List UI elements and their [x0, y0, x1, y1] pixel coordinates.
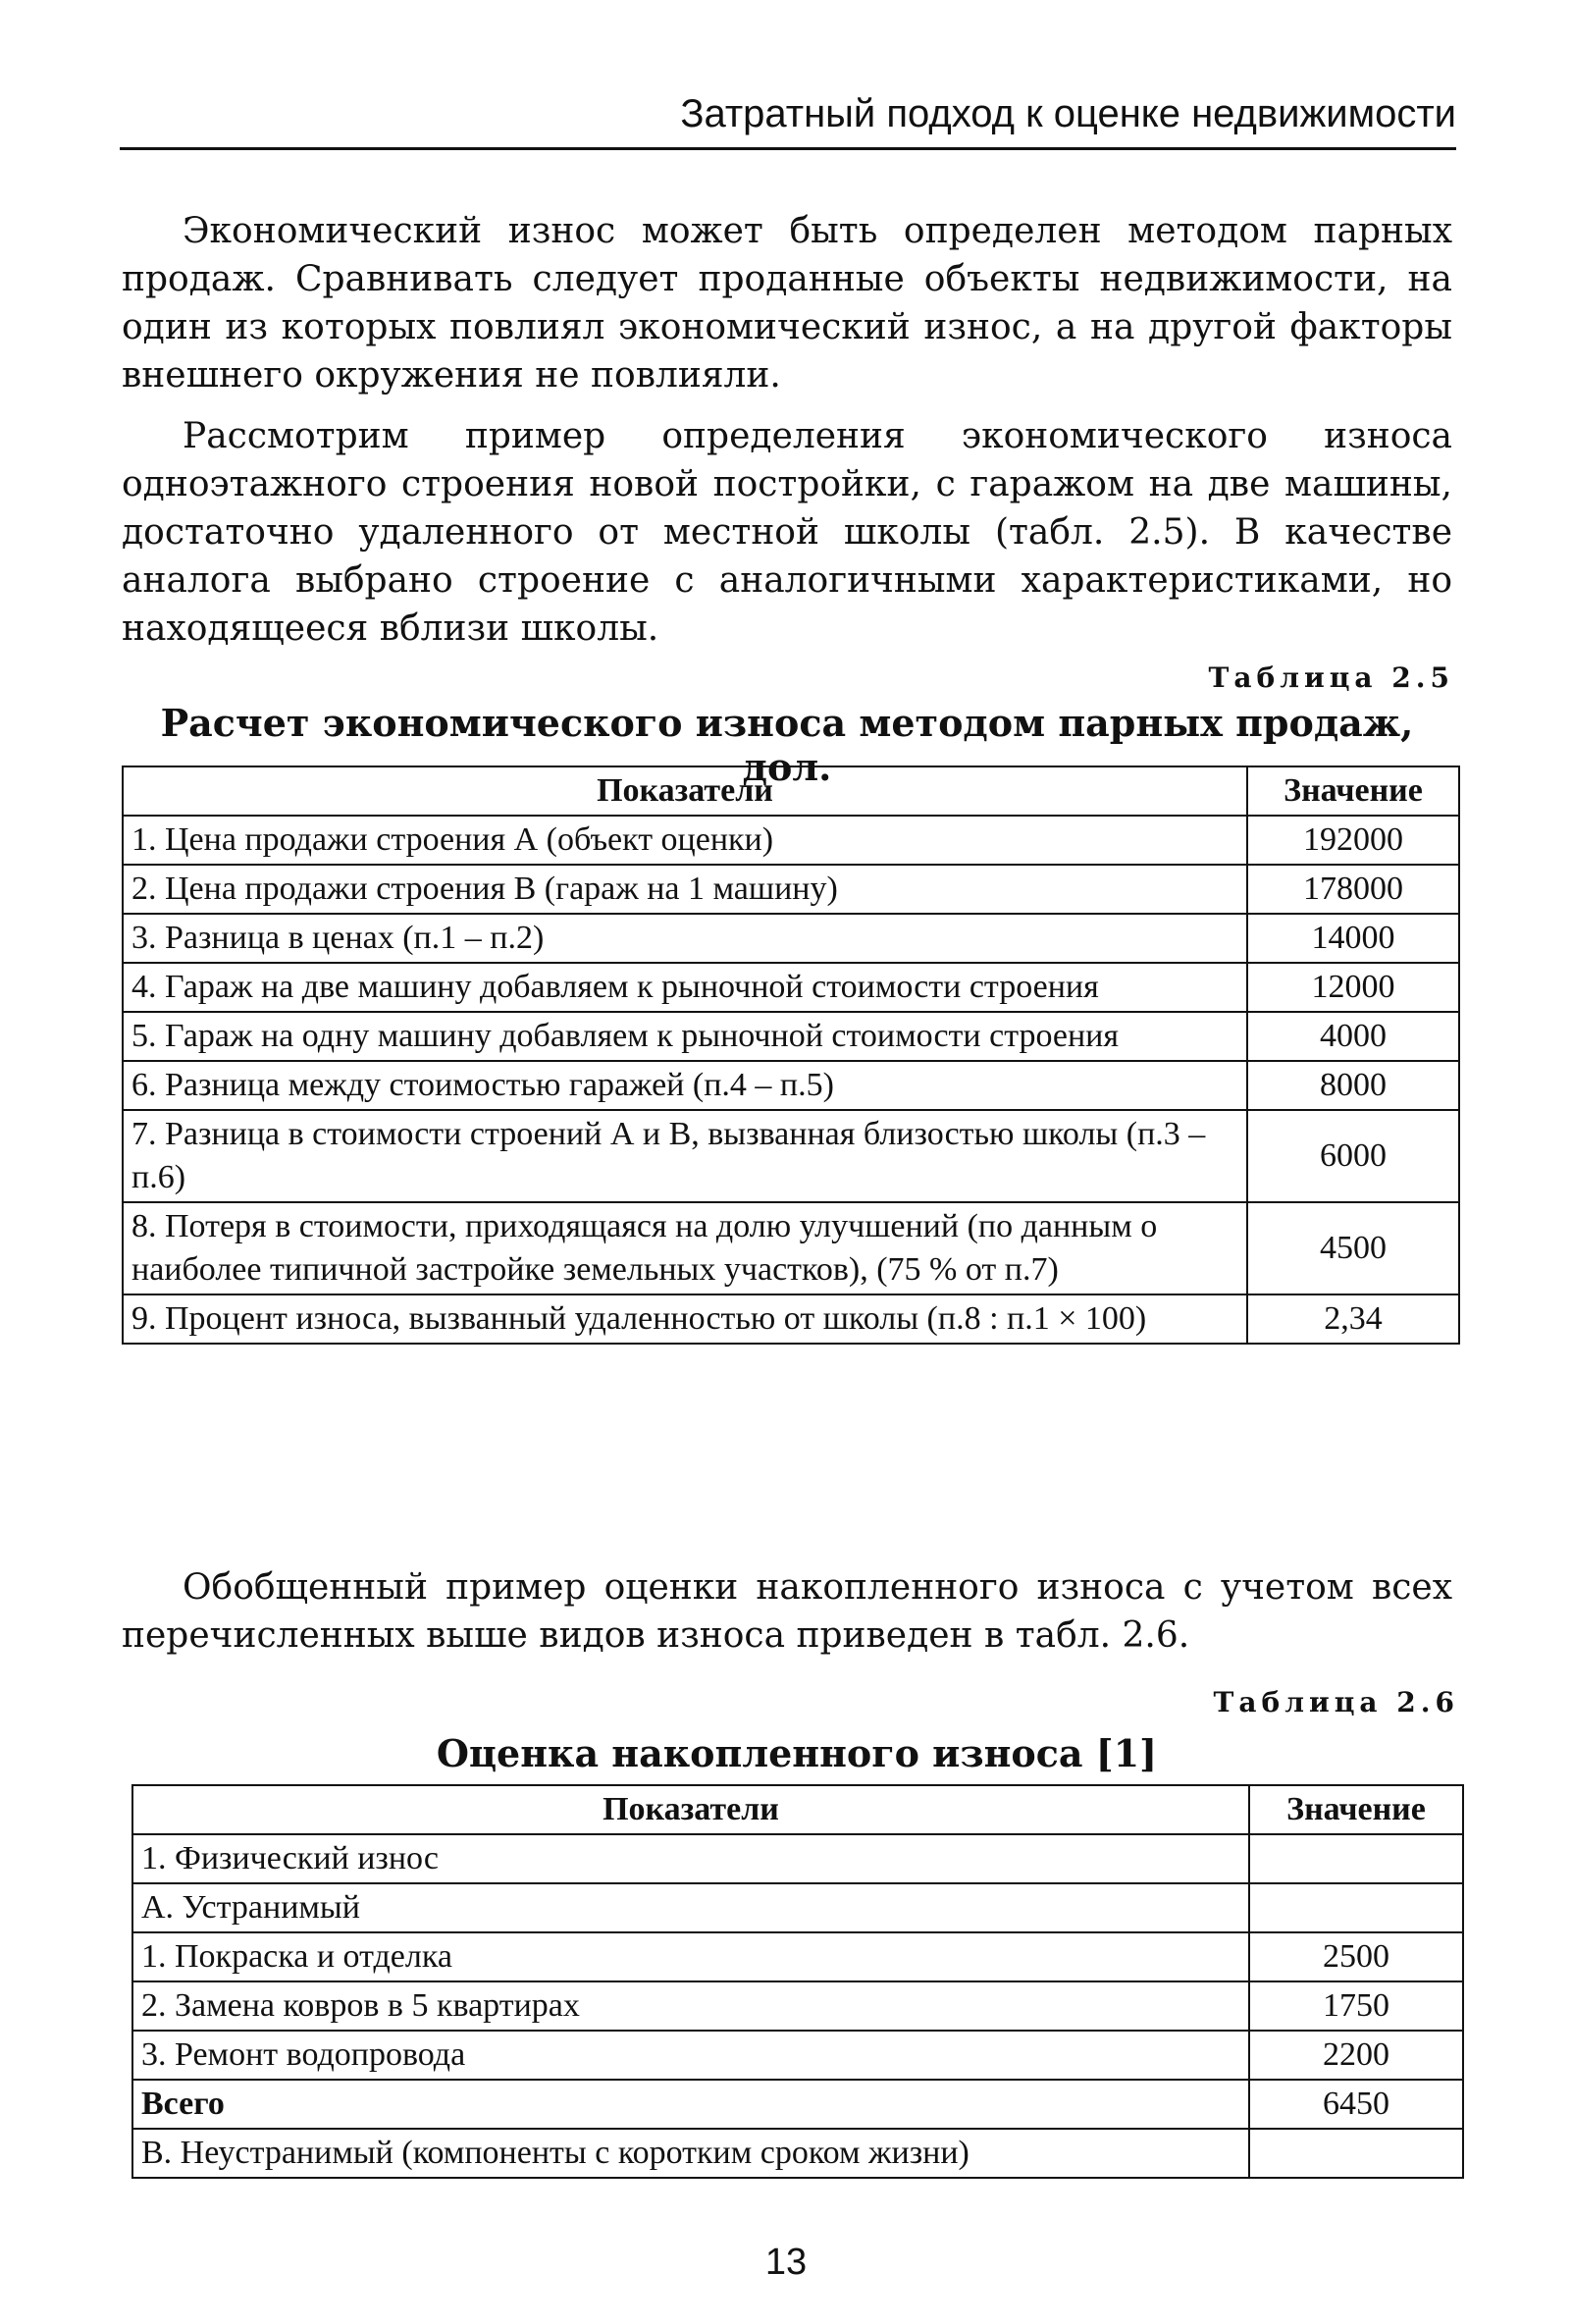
table-row — [132, 2129, 1463, 2178]
indicator-cell: 9. Процент износа, вызванный удаленностью от школы (п.8 : п.1 × 100) — [123, 1294, 1247, 1344]
table-row — [123, 1202, 1459, 1294]
table-row — [132, 1883, 1463, 1932]
value-cell: 2500 — [1249, 1932, 1463, 1981]
indicator-cell: 7. Разница в стоимости строений А и В, вызванная близостью школы (п.3 – п.6) — [123, 1110, 1247, 1202]
indicator-cell: 6. Разница между стоимостью гаражей (п.4 – п.5) — [123, 1061, 1247, 1110]
paragraph-1: Экономический износ может быть определен методом парных продаж. Сравнивать следует проданные объекты недвижимости, на один из которых повлиял экономический износ, а на другой факторы внешнего окружения не повлияли. — [122, 211, 1452, 396]
value-cell: 2200 — [1249, 2031, 1463, 2080]
table-2-label: Таблица 2.6 — [1213, 1686, 1459, 1718]
economic-wear-table — [122, 766, 1460, 1345]
value-cell: 2,34 — [1247, 1294, 1459, 1344]
value-cell: 6450 — [1249, 2080, 1463, 2129]
indicator-cell: 3. Разница в ценах (п.1 – п.2) — [123, 914, 1247, 963]
value-cell: 6000 — [1247, 1110, 1459, 1202]
value-cell — [1249, 1883, 1463, 1932]
value-cell: 192000 — [1247, 816, 1459, 865]
table-row — [123, 1012, 1459, 1061]
table-header-row — [123, 766, 1459, 816]
table-1-label: Таблица 2.5 — [1208, 661, 1454, 694]
table-header-row — [132, 1785, 1463, 1834]
indicator-cell: 1. Физический износ — [132, 1834, 1249, 1883]
column-header-value: Значение — [1247, 766, 1459, 816]
indicator-cell: 1. Покраска и отделка — [132, 1932, 1249, 1981]
indicator-cell: 2. Цена продажи строения В (гараж на 1 машину) — [123, 865, 1247, 914]
page-number: 13 — [764, 2242, 808, 2283]
paragraph-3: Обобщенный пример оценки накопленного износа с учетом всех перечисленных выше видов износа приведен в табл. 2.6. — [122, 1567, 1452, 1656]
column-header-indicators: Показатели — [123, 766, 1247, 816]
indicator-cell: 2. Замена ковров в 5 квартирах — [132, 1981, 1249, 2031]
indicator-cell: 8. Потеря в стоимости, приходящаяся на долю улучшений (по данным о наиболее типичной застройке земельных участков), (75 % от п.7) — [123, 1202, 1247, 1294]
table-row — [132, 1932, 1463, 1981]
indicator-cell: 4. Гараж на две машину добавляем к рыночной стоимости строения — [123, 963, 1247, 1012]
value-cell: 4500 — [1247, 1202, 1459, 1294]
indicator-cell: Всего — [132, 2080, 1249, 2129]
column-header-indicators: Показатели — [132, 1785, 1249, 1834]
accumulated-wear-table — [131, 1784, 1464, 2179]
column-header-value: Значение — [1249, 1785, 1463, 1834]
table-row — [123, 1061, 1459, 1110]
table-row — [123, 865, 1459, 914]
table-row — [132, 2031, 1463, 2080]
table-row — [132, 2080, 1463, 2129]
table-row — [123, 1110, 1459, 1202]
value-cell — [1249, 2129, 1463, 2178]
value-cell — [1249, 1834, 1463, 1883]
value-cell: 8000 — [1247, 1061, 1459, 1110]
indicator-cell: А. Устранимый — [132, 1883, 1249, 1932]
table-2-caption: Оценка накопленного износа [1] — [436, 1731, 1158, 1775]
indicator-cell: 3. Ремонт водопровода — [132, 2031, 1249, 2080]
table-row — [132, 1834, 1463, 1883]
table-row — [123, 963, 1459, 1012]
value-cell: 12000 — [1247, 963, 1459, 1012]
table-row — [123, 816, 1459, 865]
value-cell: 14000 — [1247, 914, 1459, 963]
table-row — [123, 914, 1459, 963]
indicator-cell: 1. Цена продажи строения А (объект оценки) — [123, 816, 1247, 865]
value-cell: 4000 — [1247, 1012, 1459, 1061]
table-row — [132, 1981, 1463, 2031]
table-row — [123, 1294, 1459, 1344]
value-cell: 178000 — [1247, 865, 1459, 914]
indicator-cell: В. Неустранимый (компоненты с коротким сроком жизни) — [132, 2129, 1249, 2178]
running-header — [120, 86, 1456, 150]
value-cell: 1750 — [1249, 1981, 1463, 2031]
header-title: Затратный подход к оценке недвижимости — [680, 92, 1456, 135]
indicator-cell: 5. Гараж на одну машину добавляем к рыночной стоимости строения — [123, 1012, 1247, 1061]
table-1-caption: Расчет экономического износа методом парных продаж, дол. — [160, 701, 1414, 789]
paragraph-2: Рассмотрим пример определения экономического износа одноэтажного строения новой постройки, с гаражом на две машины, достаточно удаленного от местной школы (табл. 2.5). В качестве аналога выбрано строение с аналогичными характеристиками, но находящееся вблизи школы. — [122, 416, 1452, 649]
